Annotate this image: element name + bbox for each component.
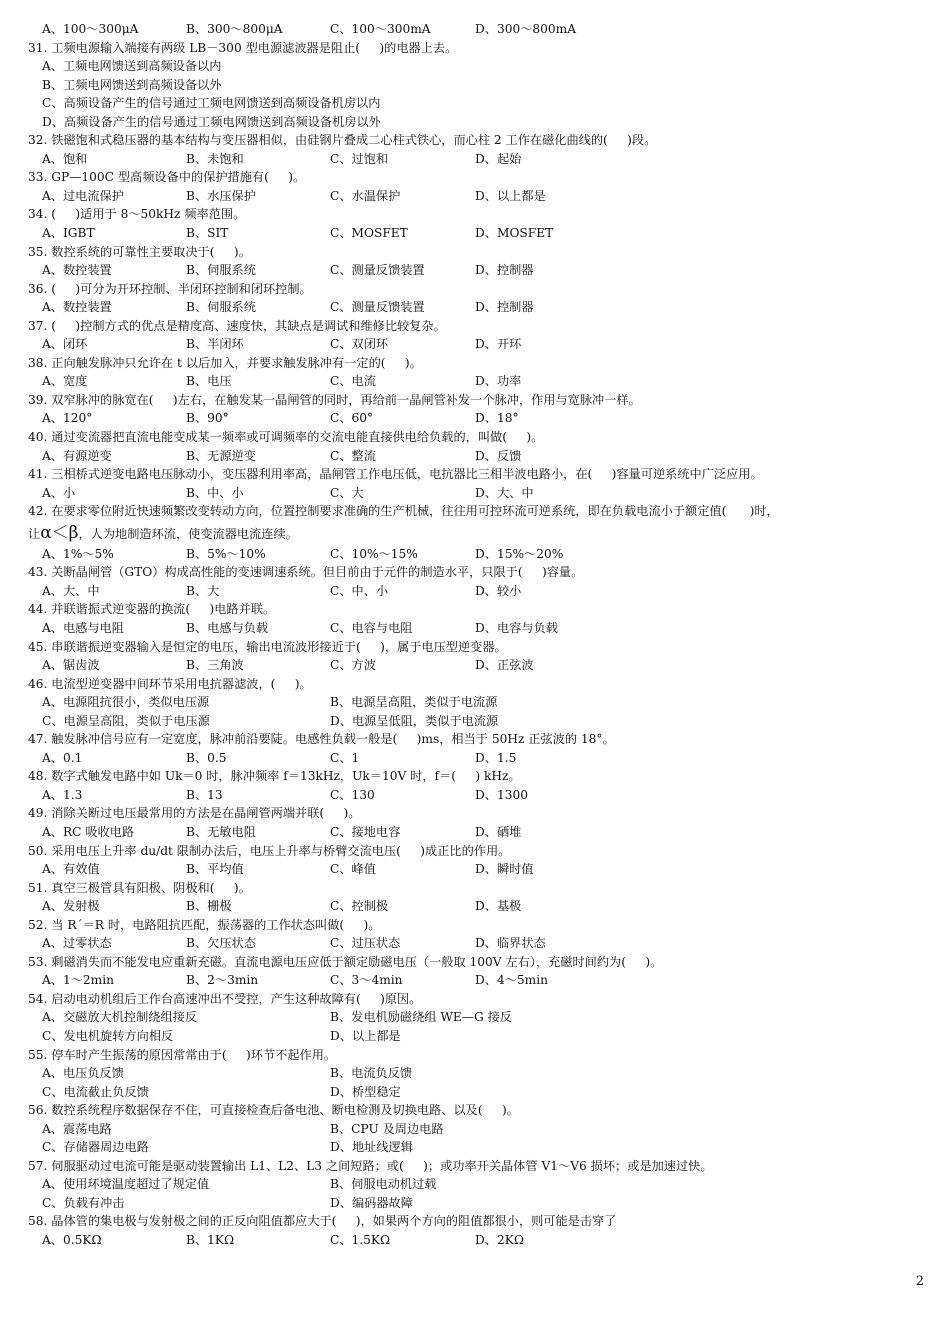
option-choice: C、130 — [330, 787, 375, 802]
option-choice: B、伺服系统 — [186, 300, 256, 315]
option-choice: C、发电机旋转方向相反 — [42, 1028, 174, 1043]
options-row — [28, 409, 928, 428]
option-choice: D、电容与负载 — [475, 620, 558, 635]
option-choice: C、中、小 — [330, 583, 389, 598]
options-row — [28, 749, 928, 768]
question-text: 33. GP—100C 型高频设备中的保护措施有( )。 — [28, 170, 306, 185]
option-choice: C、100～300mA — [330, 22, 431, 36]
option-choice: A、使用环境温度超过了规定值 — [42, 1177, 210, 1192]
options-row — [28, 545, 928, 564]
option-choice: A、0.5KΩ — [42, 1233, 102, 1247]
option-choice: C、负载有冲击 — [42, 1195, 125, 1210]
option-choice: D、控制器 — [475, 300, 534, 315]
option-choice: A、交磁放大机控制绕组接反 — [42, 1010, 198, 1025]
option-choice: C、电源呈高阻，类似于电压源 — [42, 713, 210, 728]
option-choice: D、编码器故障 — [330, 1195, 413, 1210]
option-choice: A、过零状态 — [42, 936, 112, 951]
option-choice: B、无敏电阻 — [186, 824, 256, 839]
question-text: 49. 消除关断过电压最常用的方法是在晶闸管两端并联( )。 — [28, 806, 361, 821]
option-choice: C、3～4min — [330, 973, 403, 988]
option-choice: D、300～800mA — [475, 22, 577, 36]
option-choice: D、地址线逻辑 — [330, 1140, 413, 1155]
option-choice: C、过饱和 — [330, 151, 389, 166]
option-choice: D、1.5 — [475, 750, 517, 765]
question-text: 52. 当 R´＝R 时，电路阻抗匹配，振荡器的工作状态叫做( )。 — [28, 917, 381, 932]
option-choice: C、60° — [330, 411, 374, 426]
question-text: 37. ( )控制方式的优点是精度高、速度快，其缺点是调试和维修比较复杂。 — [28, 318, 446, 333]
option-choice: D、以上都是 — [330, 1028, 401, 1043]
options-row — [28, 372, 928, 391]
option-choice: A、饱和 — [42, 151, 88, 166]
options-row — [28, 298, 928, 317]
question-text: 55. 停车时产生振荡的原因常常由于( )环节不起作用。 — [28, 1047, 337, 1062]
option-choice: D、临界状态 — [475, 936, 546, 951]
option-choice: B、三角波 — [186, 658, 244, 673]
option-choice: B、2～3min — [186, 973, 259, 988]
option-choice: A、电源阻抗很小，类似电压源 — [42, 695, 210, 710]
question-text: 57. 伺服驱动过电流可能是驱动装置输出 L1、L2、L3 之间短路；或( )；或功率开关晶体管 V1～V6 损坏；或是加速过快。 — [28, 1158, 713, 1173]
question-continuation — [28, 521, 928, 545]
option-choice: C、电流 — [330, 374, 376, 389]
option-choice: D、起始 — [475, 151, 522, 166]
question-text: 42. 在要求零位附近快速频繁改变转动方向，位置控制要求准确的生产机械，往往用可控环流可逆系统，即在负载电流小于额定值( )时， — [28, 504, 779, 519]
option-choice: D、反馈 — [475, 448, 522, 463]
options-row — [28, 1027, 928, 1046]
option-choice: B、1KΩ — [186, 1233, 235, 1247]
option-choice: A、小 — [42, 485, 76, 500]
option-choice: D、硒堆 — [475, 824, 522, 839]
option-choice: B、栅极 — [186, 899, 232, 914]
options-row — [28, 934, 928, 953]
option-choice: B、电源呈高阻，类似于电流源 — [330, 695, 498, 710]
option-choice: A、宽度 — [42, 374, 88, 389]
option-choice: C、双闭环 — [330, 337, 389, 352]
option-choice: B、CPU 及周边电路 — [330, 1121, 444, 1136]
option-choice: C、电流截止负反馈 — [42, 1084, 149, 1099]
question-text: 31. 工频电源输入端接有两级 LB－300 型电源滤波器是阻止( )的电器上去。 — [28, 40, 458, 55]
page-number: 2 — [915, 1274, 924, 1289]
option-choice: A、有效值 — [42, 862, 100, 877]
option-choice: D、控制器 — [475, 263, 534, 278]
option-choice: A、RC 吸收电路 — [42, 824, 135, 839]
option-choice: C、方波 — [330, 658, 376, 673]
option-choice: B、0.5 — [186, 750, 227, 765]
question-text: 48. 数字式触发电路中如 Uk＝0 时，脉冲频率 f＝13kHz，Uk＝10V 时，f＝( ) kHz。 — [28, 769, 521, 784]
options-row — [28, 1194, 928, 1213]
option-choice: A、电感与电阻 — [42, 620, 124, 635]
option-choice: D、1300 — [475, 787, 528, 802]
option-choice: C、MOSFET — [330, 226, 408, 241]
option-choice: D、2KΩ — [475, 1233, 524, 1247]
option-choice: C、整流 — [330, 448, 376, 463]
document-body — [28, 20, 928, 1250]
options-row — [28, 897, 928, 916]
option-choice: A、120° — [42, 411, 93, 426]
question-text: 51. 真空三极管具有阳极、阴极和( )。 — [28, 880, 251, 895]
options-row — [28, 187, 928, 206]
question-text: 53. 剩磁消失而不能发电应重新充磁。直流电源电压应低于额定励磁电压（一般取 100V 左右），充磁时间约为( )。 — [28, 954, 663, 969]
options-row — [28, 447, 928, 466]
options-row — [28, 693, 928, 712]
option-choice: B、未饱和 — [186, 151, 244, 166]
option-choice: A、大、中 — [42, 583, 100, 598]
options-row — [28, 1064, 928, 1083]
question-text: 47. 触发脉冲信号应有一定宽度，脉冲前沿要陡。电感性负载一般是( )ms，相当于 50Hz 正弦波的 18°。 — [28, 732, 615, 747]
question-text: 58. 晶体管的集电极与发射极之间的正反向阻值都应大于( )，如果两个方向的阻值都很小，则可能是击穿了 — [28, 1214, 617, 1229]
options-row — [28, 484, 928, 503]
alpha-beta-formula: α＜β — [40, 522, 79, 543]
option-choice: D、MOSFET — [475, 226, 554, 241]
option-choice: B、中、小 — [186, 485, 244, 500]
option-choice: C、10%～15% — [330, 546, 418, 561]
option-choice: A、数控装置 — [42, 263, 112, 278]
question-text-part: ，人为地制造环流，使变流器电流连续。 — [78, 526, 298, 541]
option-choice: C、大 — [330, 485, 364, 500]
option-choice: D、正弦波 — [475, 658, 534, 673]
options-row — [28, 619, 928, 638]
options-row — [28, 150, 928, 169]
options-row — [28, 1120, 928, 1139]
option-choice: D、功率 — [475, 374, 522, 389]
option-choice: A、1.3 — [42, 787, 83, 802]
option-choice: C、1 — [330, 750, 360, 765]
question-text: 38. 正向触发脉冲只允许在 t 以后加入，并要求触发脉冲有一定的( )。 — [28, 355, 422, 370]
question-text: 45. 串联谐振逆变器输入是恒定的电压，输出电流波形接近于( )，属于电压型逆变器。 — [28, 639, 507, 654]
option-choice: A、有源逆变 — [42, 448, 112, 463]
question-text: 54. 启动电动机组后工作台高速冲出不受控，产生这种故障有( )原因。 — [28, 991, 422, 1006]
options-row — [28, 1175, 928, 1194]
option-choice: C、测量反馈装置 — [330, 300, 425, 315]
option-choice: C、1.5KΩ — [330, 1233, 391, 1247]
option-choice: B、电感与负载 — [186, 620, 269, 635]
question-text: 32. 铁磁饱和式稳压器的基本结构与变压器相似，由硅钢片叠成二心柱式铁心，而心柱 2 工作在磁化曲线的( )段。 — [28, 133, 657, 148]
question-text: 43. 关断晶闸管（GTO）构成高性能的变速调速系统。但目前由于元件的制造水平，只限于( )容量。 — [28, 565, 584, 580]
options-row — [28, 656, 928, 675]
option-choice: B、300～800μA — [186, 22, 283, 36]
option-choice: C、接地电容 — [330, 824, 401, 839]
option-choice: C、水温保护 — [330, 188, 401, 203]
question-text: 36. ( )可分为开环控制、半闭环控制和闭环控制。 — [28, 281, 312, 296]
option-choice: B、大 — [186, 583, 220, 598]
options-row — [28, 786, 928, 805]
option-choice: B、发电机励磁绕组 WE—G 接反 — [330, 1010, 512, 1025]
options-row — [28, 971, 928, 990]
options-row — [28, 1138, 928, 1157]
options-row — [28, 1231, 928, 1250]
option-choice: C、控制极 — [330, 899, 389, 914]
option-choice: B、90° — [186, 411, 229, 426]
option-choice: A、100～300μA — [42, 22, 139, 36]
option-choice: A、1%～5% — [42, 546, 114, 561]
option-text: B、工频电网馈送到高频设备以外 — [42, 77, 222, 92]
option-choice: D、以上都是 — [475, 188, 546, 203]
options-row — [28, 261, 928, 280]
option-choice: B、电压 — [186, 374, 232, 389]
option-choice: A、过电流保护 — [42, 188, 124, 203]
question-text: 34. ( )适用于 8～50kHz 频率范围。 — [28, 207, 246, 222]
question-text: 56. 数控系统程序数据保存不住，可直接检查后备电池、断电检测及切换电路、以及( )。 — [28, 1103, 519, 1118]
options-row — [28, 1008, 928, 1027]
option-choice: D、电源呈低阻，类似于电流源 — [330, 713, 499, 728]
option-choice: C、测量反馈装置 — [330, 263, 425, 278]
question-text: 50. 采用电压上升率 du/dt 限制办法后，电压上升率与桥臂交流电压( )成正比的作用。 — [28, 843, 511, 858]
question-text: 40. 通过变流器把直流电能变成某一频率或可调频率的交流电能直接供电给负载的，叫做( )。 — [28, 430, 544, 445]
option-choice: A、数控装置 — [42, 300, 112, 315]
option-choice: D、15%～20% — [475, 546, 564, 561]
option-choice: B、SIT — [186, 226, 229, 241]
option-choice: D、较小 — [475, 583, 522, 598]
options-row — [28, 224, 928, 243]
option-choice: B、平均值 — [186, 862, 244, 877]
options-row — [28, 335, 928, 354]
option-choice: D、18° — [475, 411, 519, 426]
options-row — [28, 712, 928, 731]
option-choice: B、电流负反馈 — [330, 1066, 413, 1081]
options-row — [28, 1083, 928, 1102]
question-text: 41. 三相桥式逆变电路电压脉动小，变压器利用率高，晶闸管工作电压低，电抗器比三相半波电路小，在( )容量可逆系统中广泛应用。 — [28, 467, 763, 482]
question-text: 46. 电流型逆变器中间环节采用电抗器滤波，( )。 — [28, 676, 312, 691]
option-text: D、高频设备产生的信号通过工频电网馈送到高频设备机房以外 — [42, 114, 381, 129]
option-choice: C、存储器周边电路 — [42, 1140, 149, 1155]
option-choice: A、震荡电路 — [42, 1121, 112, 1136]
option-choice: D、瞬时值 — [475, 862, 534, 877]
option-choice: C、过压状态 — [330, 936, 401, 951]
option-text: C、高频设备产生的信号通过工频电网馈送到高频设备机房以内 — [42, 96, 381, 111]
options-row — [28, 582, 928, 601]
option-choice: A、发射极 — [42, 899, 100, 914]
option-choice: C、电容与电阻 — [330, 620, 413, 635]
option-choice: A、电压负反馈 — [42, 1066, 124, 1081]
option-choice: D、4～5min — [475, 973, 548, 988]
option-choice: D、开环 — [475, 337, 522, 352]
option-choice: A、闭环 — [42, 337, 88, 352]
option-text: A、工频电网馈送到高频设备以内 — [42, 59, 222, 74]
question-text: 39. 双窄脉冲的脉宽在( )左右，在触发某一晶闸管的同时，再给前一晶闸管补发一个脉冲，作用与宽脉冲一样。 — [28, 392, 641, 407]
option-choice: D、大、中 — [475, 485, 534, 500]
options-row — [28, 20, 928, 39]
question-text-part: 让 — [28, 526, 41, 541]
option-choice: B、13 — [186, 787, 223, 802]
option-choice: B、5%～10% — [186, 546, 266, 561]
question-text: 35. 数控系统的可靠性主要取决于( )。 — [28, 244, 251, 259]
option-choice: B、半闭环 — [186, 337, 244, 352]
option-choice: C、峰值 — [330, 862, 376, 877]
option-choice: A、锯齿波 — [42, 658, 100, 673]
option-choice: D、基极 — [475, 899, 522, 914]
options-row — [28, 823, 928, 842]
option-choice: B、伺服系统 — [186, 263, 256, 278]
option-choice: B、水压保护 — [186, 188, 256, 203]
option-choice: B、欠压状态 — [186, 936, 256, 951]
question-text: 44. 并联谐振式逆变器的换流( )电路并联。 — [28, 602, 276, 617]
option-choice: B、伺服电动机过载 — [330, 1177, 437, 1192]
option-choice: B、无源逆变 — [186, 448, 256, 463]
option-choice: A、1～2min — [42, 973, 114, 988]
option-choice: A、IGBT — [42, 226, 95, 241]
options-row — [28, 860, 928, 879]
option-choice: A、0.1 — [42, 750, 83, 765]
option-choice: D、桥型稳定 — [330, 1084, 401, 1099]
